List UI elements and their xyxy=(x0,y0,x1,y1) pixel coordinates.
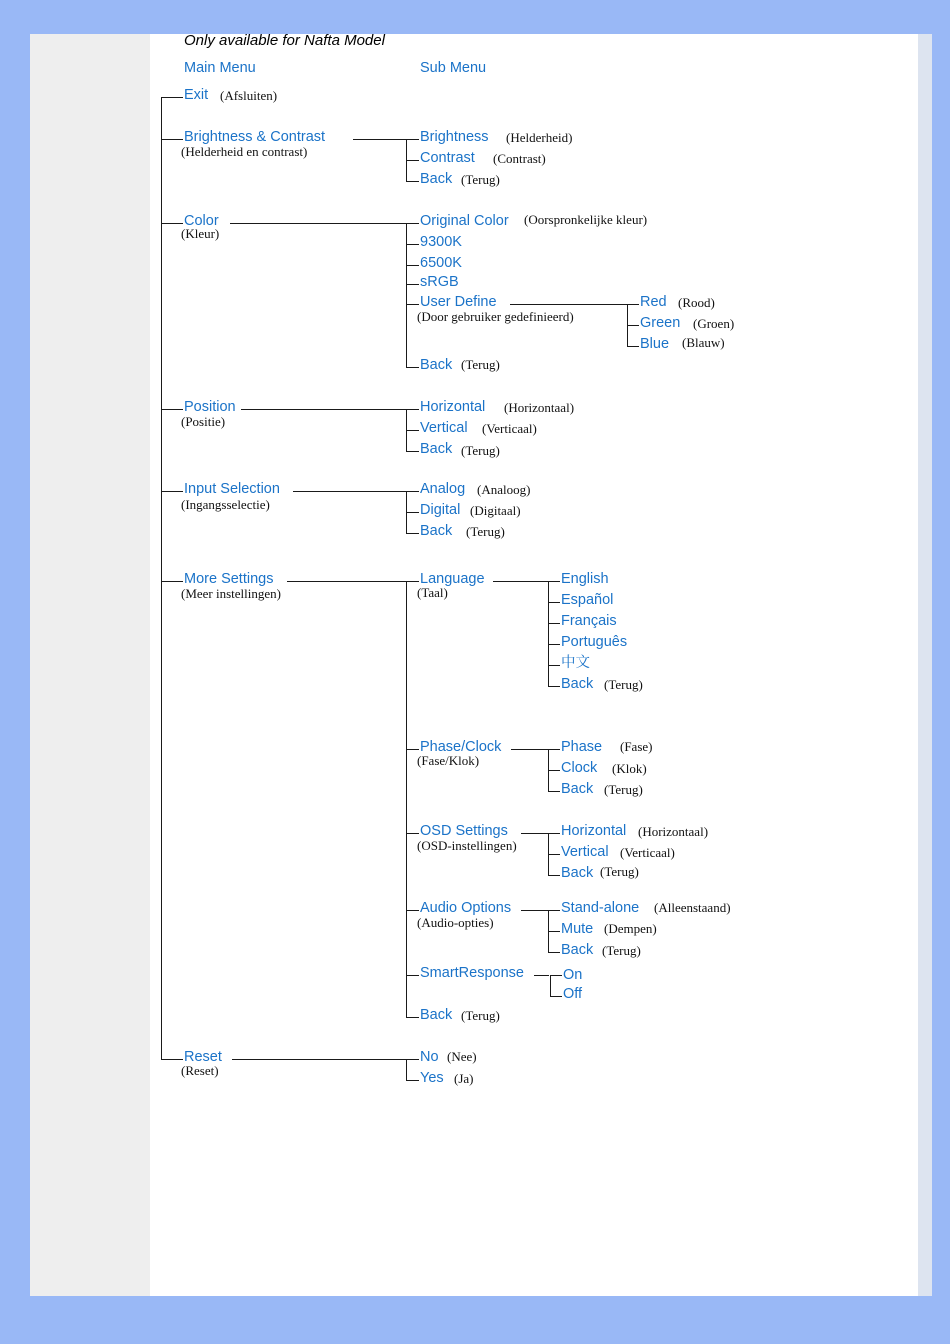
dutch-translation: (Nee) xyxy=(447,1049,477,1064)
dutch-translation: (Positie) xyxy=(181,414,226,429)
connector-line xyxy=(548,910,560,911)
left-margin-panel xyxy=(30,34,150,1296)
menu-item-label: Stand-alone xyxy=(561,900,640,916)
connector-line xyxy=(511,749,549,750)
connector-line xyxy=(406,265,419,266)
menu-item-label: Back xyxy=(420,441,453,457)
dutch-translation: (Horizontaal) xyxy=(638,824,709,839)
menu-item-label: Reset xyxy=(184,1049,222,1065)
menu-item-label: English xyxy=(561,571,609,587)
connector-line xyxy=(406,367,419,368)
connector-line xyxy=(548,581,549,686)
connector-line xyxy=(406,181,419,182)
menu-item-label: SmartResponse xyxy=(420,965,524,981)
dutch-translation: (Fase) xyxy=(620,739,653,754)
menu-item-label: Back xyxy=(420,1007,453,1023)
connector-line xyxy=(548,686,560,687)
connector-line xyxy=(406,910,419,911)
connector-line xyxy=(161,491,183,492)
connector-line xyxy=(548,602,560,603)
menu-item-label: 中文 xyxy=(561,655,590,671)
menu-item-label: On xyxy=(563,967,583,983)
connector-line xyxy=(241,409,418,410)
dutch-translation: (Door gebruiker gedefinieerd) xyxy=(417,309,574,324)
menu-item-label: Original Color xyxy=(420,213,509,229)
connector-line xyxy=(548,644,560,645)
menu-item-label: More Settings xyxy=(184,571,274,587)
connector-line xyxy=(406,533,419,534)
dutch-translation: (Terug) xyxy=(604,677,643,692)
dutch-translation: (Blauw) xyxy=(682,335,725,350)
menu-item-label: Green xyxy=(640,315,681,331)
dutch-translation: (Helderheid en contrast) xyxy=(181,144,308,159)
menu-item-label: Horizontal xyxy=(420,399,486,415)
dutch-translation: (Terug) xyxy=(600,864,639,879)
connector-line xyxy=(493,581,549,582)
connector-line xyxy=(406,1017,419,1018)
menu-item-label: Brightness xyxy=(420,129,489,145)
connector-line xyxy=(510,304,628,305)
dutch-translation: (Rood) xyxy=(678,295,715,310)
menu-item-label: Analog xyxy=(420,481,466,497)
dutch-translation: (Terug) xyxy=(461,443,500,458)
connector-line xyxy=(406,749,419,750)
connector-line xyxy=(548,854,560,855)
dutch-translation: (Fase/Klok) xyxy=(417,753,480,768)
sub-menu-header: Sub Menu xyxy=(420,60,487,76)
menu-item-label: Contrast xyxy=(420,150,475,166)
connector-line xyxy=(287,581,418,582)
menu-item-label: Back xyxy=(420,171,453,187)
dutch-translation: (Groen) xyxy=(693,316,735,331)
menu-item-label: OSD Settings xyxy=(420,823,508,839)
dutch-translation: (Audio-opties) xyxy=(417,915,494,930)
menu-item-label: Exit xyxy=(184,87,209,103)
connector-line xyxy=(161,223,183,224)
menu-item-label: Français xyxy=(561,613,617,629)
connector-line xyxy=(550,996,562,997)
menu-item-label: Audio Options xyxy=(420,900,512,916)
connector-line xyxy=(406,1059,407,1080)
menu-item-label: Phase xyxy=(561,739,603,755)
dutch-translation: (Klok) xyxy=(612,761,647,776)
connector-line xyxy=(521,910,549,911)
connector-line xyxy=(627,304,639,305)
menu-item-label: 6500K xyxy=(420,255,462,271)
dutch-translation: (Verticaal) xyxy=(620,845,675,860)
connector-line xyxy=(406,581,419,582)
dutch-translation: (Horizontaal) xyxy=(504,400,575,415)
connector-line xyxy=(406,430,419,431)
dutch-translation: (Digitaal) xyxy=(470,503,521,518)
connector-line xyxy=(521,833,549,834)
menu-item-label: Español xyxy=(561,592,614,608)
dutch-translation: (Verticaal) xyxy=(482,421,537,436)
dutch-translation: (Helderheid) xyxy=(506,130,573,145)
connector-line xyxy=(548,931,560,932)
menu-item-label: No xyxy=(420,1049,439,1065)
menu-item-label: Digital xyxy=(420,502,461,518)
menu-item-label: Color xyxy=(184,213,219,229)
connector-line xyxy=(627,346,639,347)
connector-line xyxy=(406,833,419,834)
connector-line xyxy=(161,97,183,98)
connector-line xyxy=(548,875,560,876)
dutch-translation: (Terug) xyxy=(466,524,505,539)
connector-line xyxy=(406,409,419,410)
menu-item-label: sRGB xyxy=(420,274,459,290)
nafta-note: Only available for Nafta Model xyxy=(184,32,385,49)
dutch-translation: (Taal) xyxy=(417,585,448,600)
dutch-translation: (Oorspronkelijke kleur) xyxy=(524,212,648,227)
connector-line xyxy=(550,975,551,996)
connector-line xyxy=(406,1080,419,1081)
menu-item-label: Back xyxy=(420,357,453,373)
connector-line xyxy=(406,304,419,305)
connector-line xyxy=(406,223,419,224)
connector-line xyxy=(406,491,419,492)
menu-item-label: Language xyxy=(420,571,485,587)
connector-line xyxy=(232,1059,418,1060)
dutch-translation: (Ingangsselectie) xyxy=(181,497,270,512)
menu-item-label: Phase/Clock xyxy=(420,739,502,755)
connector-line xyxy=(534,975,549,976)
menu-item-label: Back xyxy=(561,865,594,881)
connector-line xyxy=(548,770,560,771)
connector-line xyxy=(406,284,419,285)
menu-item-label: Back xyxy=(420,523,453,539)
dutch-translation: (Ja) xyxy=(454,1071,474,1086)
connector-line xyxy=(548,952,560,953)
dutch-translation: (Kleur) xyxy=(181,226,220,241)
connector-line xyxy=(548,749,560,750)
connector-line xyxy=(548,833,560,834)
connector-line xyxy=(548,665,560,666)
connector-line xyxy=(161,1059,183,1060)
menu-item-label: Back xyxy=(561,676,594,692)
menu-item-label: 9300K xyxy=(420,234,462,250)
connector-line xyxy=(406,244,419,245)
dutch-translation: (OSD-instellingen) xyxy=(417,838,517,853)
main-menu-header: Main Menu xyxy=(184,60,256,76)
dutch-translation: (Terug) xyxy=(604,782,643,797)
menu-item-label: Português xyxy=(561,634,628,650)
connector-line xyxy=(406,451,419,452)
menu-item-label: Red xyxy=(640,294,667,310)
menu-item-label: Horizontal xyxy=(561,823,627,839)
right-scroll-strip xyxy=(918,34,932,1296)
connector-line xyxy=(548,581,560,582)
dutch-translation: (Terug) xyxy=(461,1008,500,1023)
menu-item-label: Yes xyxy=(420,1070,444,1086)
connector-line xyxy=(293,491,418,492)
menu-item-label: Blue xyxy=(640,336,670,352)
dutch-translation: (Analoog) xyxy=(477,482,531,497)
menu-item-label: Clock xyxy=(561,760,598,776)
menu-item-label: Position xyxy=(184,399,236,415)
dutch-translation: (Meer instellingen) xyxy=(181,586,281,601)
dutch-translation: (Afsluiten) xyxy=(220,88,278,103)
connector-line xyxy=(406,1059,419,1060)
connector-line xyxy=(406,139,419,140)
menu-item-label: Input Selection xyxy=(184,481,280,497)
menu-item-label: Vertical xyxy=(420,420,468,436)
menu-item-label: Mute xyxy=(561,921,594,937)
connector-line xyxy=(550,975,562,976)
dutch-translation: (Dempen) xyxy=(604,921,657,936)
dutch-translation: (Terug) xyxy=(461,172,500,187)
dutch-translation: (Contrast) xyxy=(493,151,546,166)
connector-line xyxy=(230,223,418,224)
dutch-translation: (Terug) xyxy=(461,357,500,372)
dutch-translation: (Reset) xyxy=(181,1063,219,1078)
connector-line xyxy=(406,160,419,161)
connector-line xyxy=(406,581,407,1017)
menu-item-label: Off xyxy=(563,986,583,1002)
connector-line xyxy=(548,623,560,624)
menu-item-label: Vertical xyxy=(561,844,609,860)
connector-line xyxy=(627,325,639,326)
dutch-translation: (Terug) xyxy=(602,943,641,958)
menu-item-label: Back xyxy=(561,942,594,958)
dutch-translation: (Alleenstaand) xyxy=(654,900,731,915)
connector-line xyxy=(548,791,560,792)
menu-item-label: Brightness & Contrast xyxy=(184,129,326,145)
menu-item-label: Back xyxy=(561,781,594,797)
connector-line xyxy=(161,409,183,410)
connector-line xyxy=(161,581,183,582)
connector-line xyxy=(161,97,162,1059)
connector-line xyxy=(161,139,183,140)
menu-item-label: User Define xyxy=(420,294,497,310)
connector-line xyxy=(406,512,419,513)
connector-line xyxy=(406,975,419,976)
